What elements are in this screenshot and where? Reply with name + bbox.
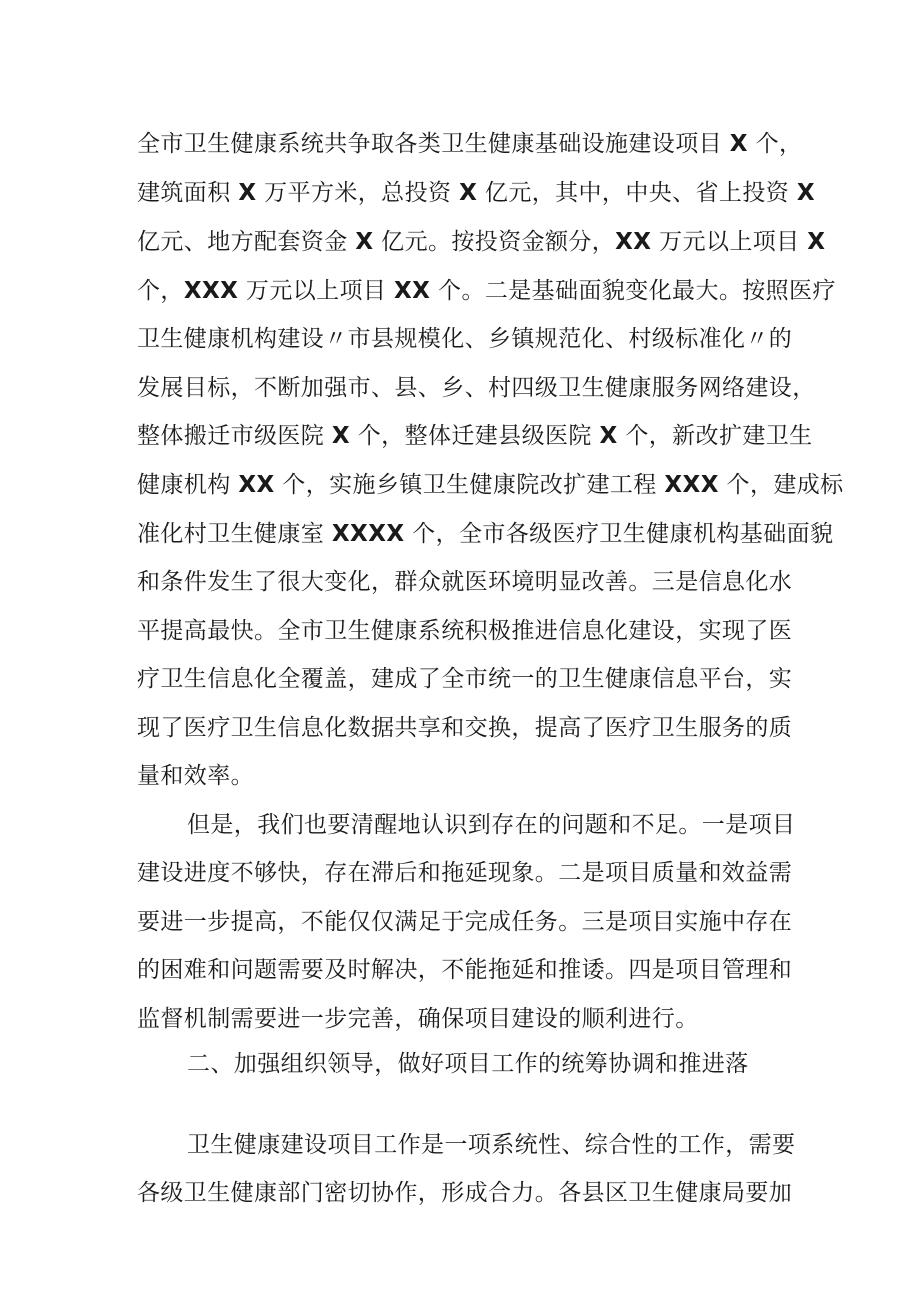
text-line: 要进一步提高，不能仅仅满足于完成任务。三是项目实施中存在 [137, 909, 793, 935]
text-line: 卫生健康机构建设〃市县规模化、乡镇规范化、村级标准化〃的 [137, 326, 793, 352]
text-line: 各级卫生健康部门密切协作，形成合力。各县区卫生健康局要加 [137, 1180, 793, 1206]
text-line: 健康机构 XX 个，实施乡镇卫生健康院改扩建工程 XXX 个，建成标 [137, 472, 844, 498]
text-line: 和条件发生了很大变化，群众就医环境明显改善。三是信息化水 [137, 569, 793, 595]
text-line: 现了医疗卫生信息化数据共享和交换，提高了医疗卫生服务的质 [137, 715, 793, 741]
text-line: 亿元、地方配套资金 X 亿元。按投资金额分，XX 万元以上项目 X [137, 229, 826, 255]
paragraph-first-line: 卫生健康建设项目工作是一项系统性、综合性的工作，需要 [187, 1132, 796, 1158]
paragraph-first-line: 但是，我们也要清醒地认识到存在的问题和不足。一是项目 [187, 812, 796, 838]
text-line: 疗卫生信息化全覆盖，建成了全市统一的卫生健康信息平台，实 [137, 666, 793, 692]
text-line: 建设进度不够快，存在滞后和拖延现象。二是项目质量和效益需 [137, 860, 793, 886]
text-line: 整体搬迁市级医院 X 个，整体迁建县级医院 X 个，新改扩建卫生 [137, 423, 813, 449]
text-line: 监督机制需要进一步完善，确保项目建设的顺利进行。 [137, 1006, 699, 1032]
text-line: 的困难和问题需要及时解决，不能拖延和推诿。四是项目管理和 [137, 957, 793, 983]
text-line: 量和效率。 [137, 763, 254, 789]
text-line: 平提高最快。全市卫生健康系统积极推进信息化建设，实现了医 [137, 618, 793, 644]
text-line: 个，XXX 万元以上项目 XX 个。二是基础面貌变化最大。按照医疗 [137, 278, 836, 304]
text-line: 发展目标，不断加强市、县、乡、村四级卫生健康服务网络建设， [137, 375, 816, 401]
text-line: 建筑面积 X 万平方米，总投资 X 亿元，其中，中央、省上投资 X [137, 180, 815, 206]
text-line: 准化村卫生健康室 XXXX 个，全市各级医疗卫生健康机构基础面貌 [137, 521, 834, 547]
section-heading: 二、加强组织领导，做好项目工作的统筹协调和推进落 [187, 1051, 749, 1077]
text-line: 全市卫生健康系统共争取各类卫生健康基础设施建设项目 X 个， [137, 131, 803, 157]
